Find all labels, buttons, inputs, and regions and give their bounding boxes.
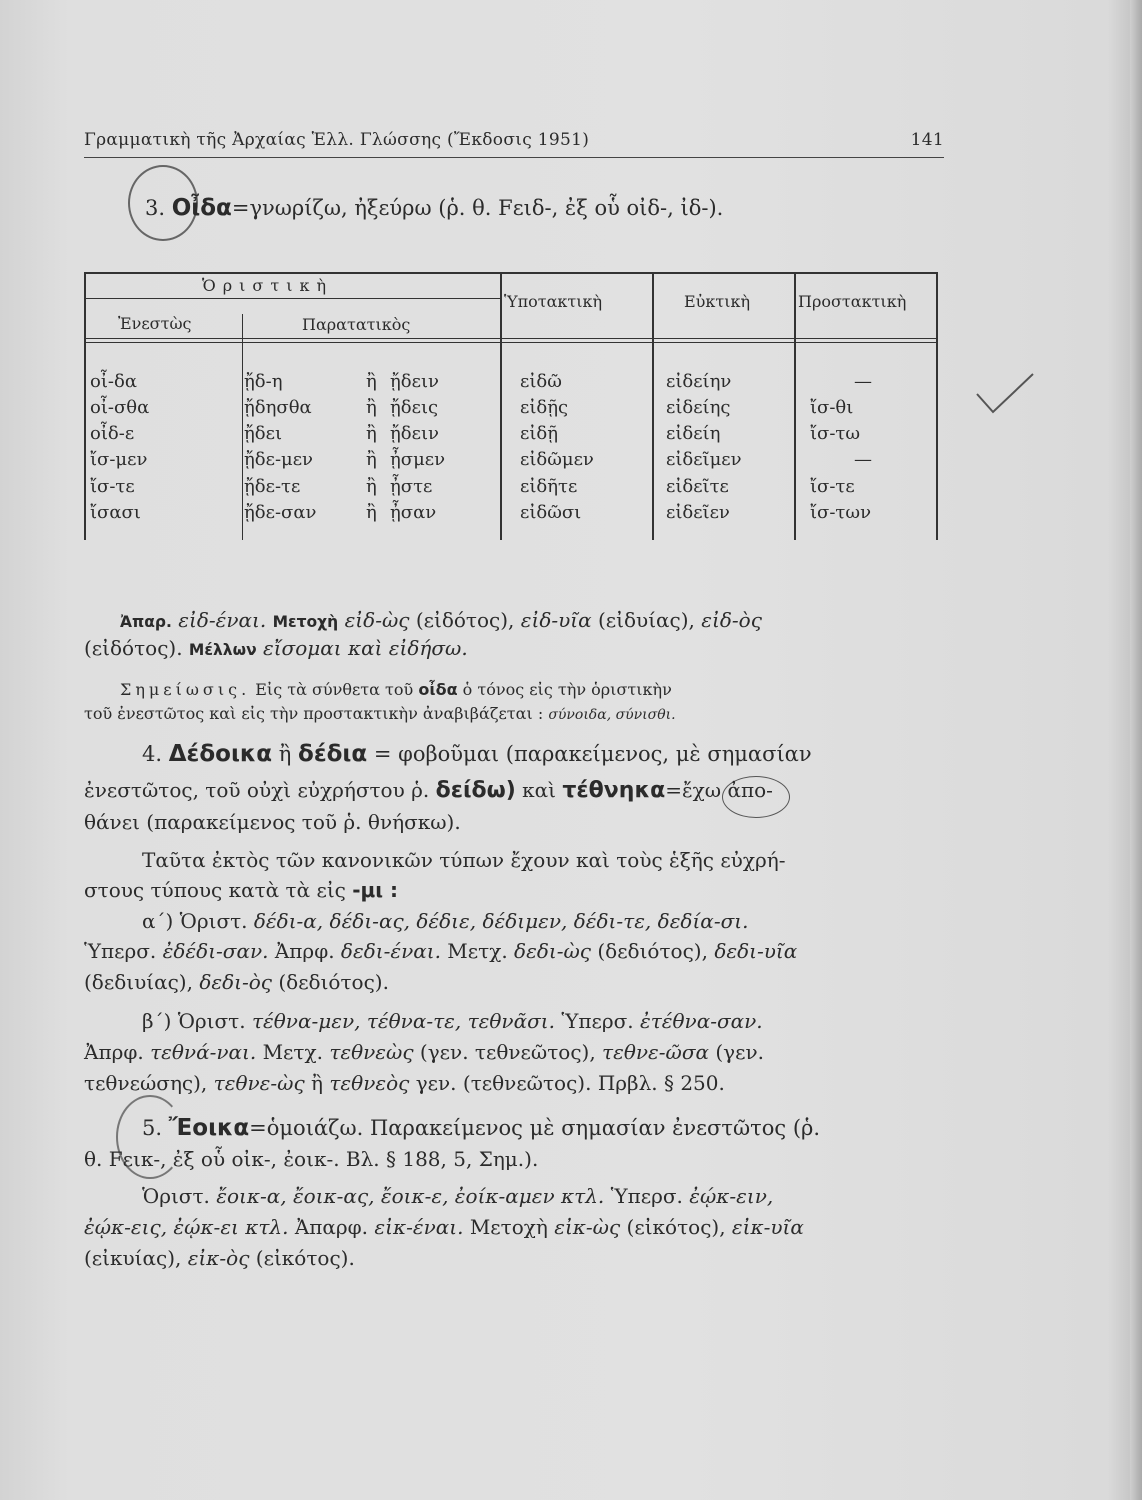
section-number: 4. [142,742,163,766]
form-apar: εἰδ-έναι. [178,608,267,632]
running-header [84,130,944,150]
col-divider [652,272,654,540]
form-participle: εἰδ-ὼς [344,608,410,632]
infinitive-line [120,608,762,632]
label-oristiki: Ὁριστ. [142,1184,210,1208]
cell-paratatikos-a: ᾔδησθα [244,397,312,418]
forms: ἐδέδι-σαν. [162,939,269,963]
section-4-para-2-line-1 [142,848,785,872]
section-5-para-2-line-1 [142,1184,773,1208]
cell-prostaktiki: ἴσ-των [810,502,872,523]
forms: δεδι-ὸς [199,970,272,994]
page-edge-shadow [1130,0,1142,1500]
cell-ypotaktiki: εἰδῆτε [520,476,578,497]
note-text: τοῦ ἐνεστῶτος καὶ εἰς τὴν προστακτικὴν ἀναβιβάζεται : [84,704,544,723]
col-divider [242,314,243,540]
cell-enestos: ἴσ-μεν [90,449,148,470]
cell-paratatikos-a: ᾔδει [244,423,283,444]
forms: τεθνεὸς [329,1071,410,1095]
forms: τεθνεὼς [329,1040,414,1064]
cell-efktiki: εἰδείης [666,397,731,418]
header-paratatikos: Παρατατικὸς [302,315,411,334]
future-line [84,636,468,660]
section-5-line-1 [142,1115,820,1141]
cell-ypotaktiki: εἰδῶσι [520,502,582,523]
cell-enestos: ἴσασι [90,502,141,523]
form-genitive: τεθνεώσης), [84,1071,208,1095]
section-5-para-2-line-3 [84,1246,355,1270]
word-or: ἢ [278,742,292,766]
form-genitive: (εἰκότος), [626,1215,726,1239]
label-apar: Ἀπρφ. [274,939,335,963]
cell-paratatikos-b: ᾔδειν [390,371,439,392]
note-examples: σύνοιδα, σύνισθι. [548,707,676,723]
forms: εἰκ-έναι. [374,1215,464,1239]
label-hypersyntelikos: Ὑπερσ. [84,939,157,963]
section-3-heading [145,195,723,221]
note-line-1 [120,680,672,699]
form-genitive: (εἰκυίας), [84,1246,182,1270]
cell-paratatikos-a: ᾔδε-μεν [244,449,313,470]
headword-tethnika: τέθνηκα [562,778,666,803]
cell-efktiki: εἰδεῖτε [666,476,729,497]
word-or: ἢ [311,1071,323,1095]
label-mellon: Μέλλων [188,641,257,659]
cell-enestos: οἶ-σθα [90,397,150,418]
label-oristiki: α΄) Ὁριστ. [142,909,248,933]
cell-paratatikos-a: ᾔδ-η [244,371,283,392]
headword-eoika: Ἔοικα [168,1115,250,1141]
cell-or: ἢ [366,397,377,418]
section-4-b-line-3 [84,1071,725,1095]
header-bottom-rule [84,342,938,343]
form-participle: εἰδ-ὸς [701,608,762,632]
header-bottom-rule [84,338,938,339]
page-number: 141 [910,130,944,150]
section-4-b-line-2 [84,1040,764,1064]
section-4-b-line-1 [142,1009,763,1033]
cell-prostaktiki: ἴσ-τω [810,423,861,444]
cell-or: ἢ [366,476,377,497]
section-5-para-2-line-2 [84,1215,804,1239]
note-label: Σημείωσις. [120,680,251,699]
form-genitive: (γεν. [715,1040,764,1064]
section-4-para-2-line-2 [84,878,398,902]
note-text: Εἰς τὰ σύνθετα τοῦ [255,680,414,699]
form-genitive: (εἰδυίας), [598,608,695,632]
section-4-line-2 [84,778,773,803]
conjugation-table [84,268,938,540]
pencil-checkmark [975,368,1035,418]
forms: ἐῴκ-εις, ἐῴκ-ει κτλ. [84,1215,289,1239]
label-apar: Ἀπρφ. [84,1040,144,1064]
forms: εἰκ-ὸς [187,1246,250,1270]
forms: τέθνα-μεν, τέθνα-τε, τεθνᾶσι. [251,1009,555,1033]
header-prostaktiki: Προστακτικὴ [798,292,907,311]
cell-efktiki: εἰδείη [666,423,721,444]
cell-or: ἢ [366,502,377,523]
cell-paratatikos-b: ᾔδειν [390,423,439,444]
section-text: = φοβοῦμαι (παρακείμενος, μὲ σημασίαν [373,742,812,766]
section-4-a-line-2 [84,939,797,963]
section-text: θάνει (παρακείμενος τοῦ ῥ. θνήσκω). [84,810,461,834]
headword-dedia: δέδια [298,741,368,767]
forms: τεθνε-ὼς [213,1071,305,1095]
section-text: =ὁμοιάζω. Παρακείμενος μὲ σημασίαν ἐνεστῶτος (ῥ. [249,1116,821,1140]
cell-paratatikos-a: ᾔδε-σαν [244,502,317,523]
cell-paratatikos-b: ᾔδεις [390,397,439,418]
header-efktiki: Εὐκτικὴ [684,292,751,311]
cell-efktiki: εἰδείην [666,371,732,392]
header-oristiki: Ὁριστικὴ [202,276,334,295]
section-text: =ἔχω ἀπο- [665,778,773,802]
section-4-line-3 [84,810,461,834]
cell-ypotaktiki: εἰδῶ [520,371,562,392]
forms: ἔοικ-α, ἔοικ-ας, ἔοικ-ε, ἐοίκ-αμεν κτλ. [216,1184,605,1208]
table-border-right [936,272,938,540]
label-metochi: Μετοχὴ [469,1215,548,1239]
cell-ypotaktiki: εἰδῶμεν [520,449,594,470]
cell-ypotaktiki: εἰδῇς [520,397,569,418]
cell-enestos: ἴσ-τε [90,476,135,497]
form-genitive: (δεδιυίας), [84,970,193,994]
section-text: ἐνεστῶτος, τοῦ οὐχὶ εὐχρήστου ῥ. [84,778,430,802]
label-oristiki: β΄) Ὁριστ. [142,1009,246,1033]
form-participle: εἰδ-υῖα [520,608,592,632]
form-genitive: (εἰδότος), [415,608,515,632]
cell-or: ἢ [366,371,377,392]
cell-efktiki: εἰδεῖεν [666,502,730,523]
cell-prostaktiki: — [854,371,872,392]
col-divider [794,272,796,540]
section-4-line-1 [142,741,812,767]
forms: τεθνά-ναι. [150,1040,257,1064]
form-genitive: (εἰκότος). [255,1246,355,1270]
cell-paratatikos-a: ᾔδε-τε [244,476,301,497]
label-metochi: Μετχ. [447,939,508,963]
headword-gloss: =γνωρίζω, ἠξεύρω (ῥ. θ. Fειδ-, ἐξ οὗ οἰδ-, ἰδ-). [231,196,724,220]
label-metochi: Μετοχὴ [272,613,339,631]
form-genitive: (δεδιότος). [278,970,389,994]
label-hypersyntelikos: Ὑπερσ. [561,1009,634,1033]
forms: δεδι-ὼς [514,939,591,963]
cell-enestos: οἶδ-ε [90,423,135,444]
cell-prostaktiki: — [854,449,872,470]
table-border-left [84,272,86,540]
section-text: θ. Fεικ-, ἐξ οὗ οἰκ-, ἐοικ-. Βλ. § 188, 5, Σημ.). [84,1147,539,1171]
section-text: Ταῦτα ἐκτὸς τῶν κανονικῶν τύπων ἔχουν καὶ τοὺς ἑξῆς εὐχρή- [142,848,786,872]
cell-paratatikos-b: ᾖσαν [390,502,437,523]
form-genitive: (δεδιότος), [597,939,708,963]
label-metochi: Μετχ. [262,1040,323,1064]
forms: δέδι-α, δέδι-ας, δέδιε, δέδιμεν, δέδι-τε, δεδία-σι. [253,909,749,933]
header-ypotaktiki: Ὑποτακτικὴ [504,292,603,311]
label-hypersyntelikos: Ὑπερσ. [610,1184,683,1208]
ending-mi: -μι : [352,878,399,902]
cell-or: ἢ [366,423,377,444]
group-header-rule [84,298,500,299]
col-divider [500,272,502,540]
section-5-line-2 [84,1147,538,1171]
forms: ἐτέθνα-σαν. [639,1009,763,1033]
headword-oida: Οἶδα [171,195,232,221]
cell-ypotaktiki: εἰδῇ [520,423,559,444]
cell-prostaktiki: ἴσ-θι [810,397,854,418]
cell-paratatikos-b: ᾖσμεν [390,449,446,470]
form-genitive: (γεν. τεθνεῶτος), [419,1040,596,1064]
section-4-a-line-1 [142,909,748,933]
forms: δεδι-υῖα [714,939,798,963]
section-text: γεν. (τεθνεῶτος). Πρβλ. § 250. [415,1071,725,1095]
note-word: οἶδα [418,680,458,699]
cell-enestos: οἶ-δα [90,371,137,392]
cell-or: ἢ [366,449,377,470]
headword-deido: δείδω) [435,778,516,803]
forms: εἰκ-ὼς [554,1215,621,1239]
note-line-2 [84,704,676,723]
forms: τεθνε-ῶσα [602,1040,709,1064]
section-text: στους τύπους κατὰ τὰ εἰς [84,878,346,902]
cell-paratatikos-b: ᾖστε [390,476,433,497]
section-number: 5. [142,1116,163,1140]
forms: δεδι-έναι. [340,939,441,963]
header-enestos: Ἐνεστὼς [118,314,192,333]
note-text: ὁ τόνος εἰς τὴν ὁριστικὴν [462,680,672,699]
cell-efktiki: εἰδεῖμεν [666,449,742,470]
section-number: 3. [145,196,166,220]
header-title: Γραμματικὴ τῆς Ἀρχαίας Ἑλλ. Γλώσσης (Ἔκδοσις 1951) [84,130,590,150]
label-apar: Ἀπαρφ. [294,1215,369,1239]
form-future: εἴσομαι καὶ εἰδήσω. [262,636,468,660]
form-genitive: (εἰδότος). [84,636,183,660]
section-4-a-line-3 [84,970,389,994]
cell-prostaktiki: ἴσ-τε [810,476,855,497]
forms: ἐῴκ-ειν, [689,1184,774,1208]
headword-dedoika: Δέδοικα [168,741,273,767]
header-rule [84,157,944,158]
forms: εἰκ-υῖα [731,1215,804,1239]
table-top-rule [84,272,938,274]
section-text: καὶ [522,778,557,802]
label-apar: Ἀπαρ. [120,613,172,631]
